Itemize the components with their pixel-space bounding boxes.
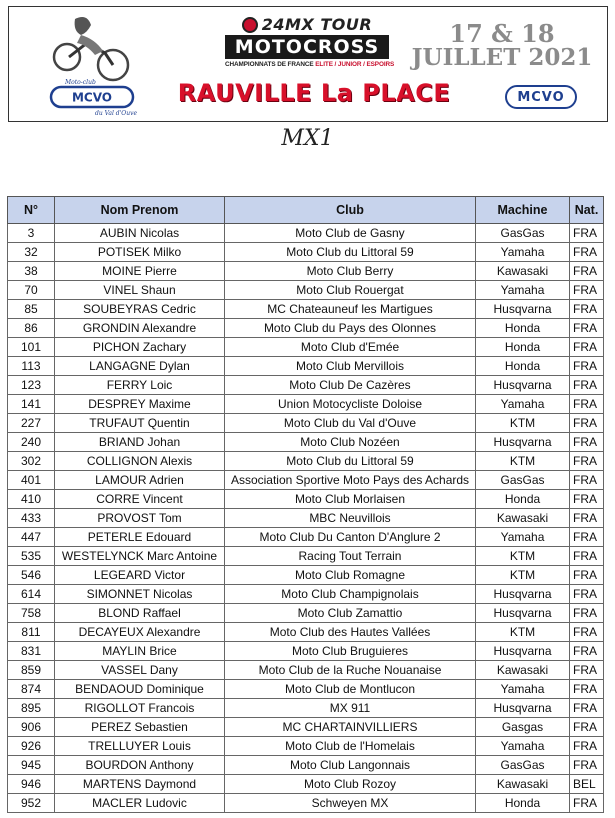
tour-main-text: MOTOCROSS [225,35,389,59]
rider-number: 410 [8,490,55,509]
rider-machine: Husqvarna [476,642,570,661]
rider-name: SOUBEYRAS Cedric [55,300,225,319]
table-row [8,794,604,813]
rider-name: FERRY Loic [55,376,225,395]
rider-nationality: FRA [570,528,604,547]
rider-number: 86 [8,319,55,338]
rider-name: COLLIGNON Alexis [55,452,225,471]
rider-name: LANGAGNE Dylan [55,357,225,376]
table-row [8,509,604,528]
riders-table [7,196,604,813]
rider-machine: Kawasaki [476,661,570,680]
rider-nationality: BEL [570,775,604,794]
rider-nationality: FRA [570,642,604,661]
table-row [8,737,604,756]
tour-logo [225,15,395,68]
rider-number: 831 [8,642,55,661]
event-date-days: 17 & 18 [449,19,555,48]
rider-club: Moto Club De Cazères [225,376,476,395]
rider-club: Moto Club du Littoral 59 [225,452,476,471]
table-row [8,756,604,775]
rider-number: 447 [8,528,55,547]
rider-nationality: FRA [570,756,604,775]
rider-nationality: FRA [570,585,604,604]
rider-machine: Yamaha [476,395,570,414]
rider-number: 946 [8,775,55,794]
rider-name: BRIAND Johan [55,433,225,452]
rider-club: Association Sportive Moto Pays des Achards [225,471,476,490]
rider-club: Moto Club du Littoral 59 [225,243,476,262]
rider-club: Moto Club Mervillois [225,357,476,376]
rider-nationality: FRA [570,281,604,300]
rider-club: MC Chateauneuf les Martigues [225,300,476,319]
rider-club: MBC Neuvillois [225,509,476,528]
rider-number: 758 [8,604,55,623]
rider-number: 240 [8,433,55,452]
rider-club: Moto Club de l'Homelais [225,737,476,756]
rider-name: PETERLE Edouard [55,528,225,547]
rider-machine: Kawasaki [476,775,570,794]
rider-machine: Yamaha [476,680,570,699]
rider-nationality: FRA [570,490,604,509]
rider-machine: Yamaha [476,281,570,300]
rider-club: Moto Club Bruguieres [225,642,476,661]
table-row [8,490,604,509]
moto-club-logo-icon [47,13,137,117]
rider-number: 906 [8,718,55,737]
rider-nationality: FRA [570,680,604,699]
rider-club: Moto Club du Pays des Olonnes [225,319,476,338]
rider-club: Moto Club Rozoy [225,775,476,794]
rider-club: Racing Tout Terrain [225,547,476,566]
rider-name: PROVOST Tom [55,509,225,528]
rider-club: Moto Club d'Emée [225,338,476,357]
rider-club: Moto Club Morlaisen [225,490,476,509]
table-header-row [8,197,604,224]
event-date-month: JUILLET 2021 [411,44,593,72]
rider-number: 535 [8,547,55,566]
table-row [8,414,604,433]
table-row [8,300,604,319]
rider-nationality: FRA [570,718,604,737]
rider-nationality: FRA [570,262,604,281]
rider-name: DECAYEUX Alexandre [55,623,225,642]
event-date [397,21,607,70]
category-title: MX1 [281,126,334,151]
rider-nationality: FRA [570,414,604,433]
rider-club: Union Motocycliste Doloise [225,395,476,414]
rider-nationality: FRA [570,300,604,319]
table-row [8,262,604,281]
rider-machine: Gasgas [476,718,570,737]
event-location: RAUVILLE La PLACE [177,79,451,107]
rider-number: 926 [8,737,55,756]
rider-club: Moto Club Romagne [225,566,476,585]
rider-number: 123 [8,376,55,395]
rider-number: 101 [8,338,55,357]
rider-club: Moto Club Champignolais [225,585,476,604]
table-row [8,585,604,604]
rider-name: WESTELYNCK Marc Antoine [55,547,225,566]
rider-name: DESPREY Maxime [55,395,225,414]
rider-name: SIMONNET Nicolas [55,585,225,604]
header-name: Nom Prenom [55,197,225,224]
rider-name: MACLER Ludovic [55,794,225,813]
rider-club: Moto Club du Val d'Ouve [225,414,476,433]
rider-nationality: FRA [570,509,604,528]
rider-number: 811 [8,623,55,642]
rider-name: TRUFAUT Quentin [55,414,225,433]
rider-nationality: FRA [570,224,604,243]
rider-nationality: FRA [570,243,604,262]
rider-name: LAMOUR Adrien [55,471,225,490]
rider-machine: Husqvarna [476,585,570,604]
rider-nationality: FRA [570,433,604,452]
rider-nationality: FRA [570,623,604,642]
rider-name: GRONDIN Alexandre [55,319,225,338]
table-row [8,642,604,661]
rider-machine: Husqvarna [476,604,570,623]
rider-name: PICHON Zachary [55,338,225,357]
rider-machine: Honda [476,357,570,376]
rider-number: 859 [8,661,55,680]
rider-number: 614 [8,585,55,604]
table-row [8,566,604,585]
table-row [8,699,604,718]
rider-name: PEREZ Sebastien [55,718,225,737]
rider-club: Moto Club Rouergat [225,281,476,300]
rider-machine: Yamaha [476,528,570,547]
table-row [8,623,604,642]
rider-name: BLOND Raffael [55,604,225,623]
rider-name: VASSEL Dany [55,661,225,680]
rider-number: 3 [8,224,55,243]
rider-nationality: FRA [570,547,604,566]
club-top-text: Moto-club [65,79,96,86]
rider-machine: Kawasaki [476,262,570,281]
rider-number: 85 [8,300,55,319]
rider-name: MAYLIN Brice [55,642,225,661]
rider-machine: GasGas [476,224,570,243]
tour-sub-prefix: CHAMPIONNATS DE FRANCE [225,61,314,68]
rider-nationality: FRA [570,699,604,718]
header-num: N° [8,197,55,224]
table-row [8,357,604,376]
rider-machine: Honda [476,490,570,509]
rider-name: TRELLUYER Louis [55,737,225,756]
rider-number: 945 [8,756,55,775]
rider-club: Moto Club des Hautes Vallées [225,623,476,642]
header-nat: Nat. [570,197,604,224]
rider-name: BOURDON Anthony [55,756,225,775]
tour-sub-highlight: ELITE / JUNIOR / ESPOIRS [315,61,395,68]
rider-number: 113 [8,357,55,376]
rider-number: 227 [8,414,55,433]
rider-name: VINEL Shaun [55,281,225,300]
rider-nationality: FRA [570,737,604,756]
rider-number: 546 [8,566,55,585]
rider-nationality: FRA [570,452,604,471]
rider-club: Moto Club Nozéen [225,433,476,452]
rider-machine: Honda [476,794,570,813]
rider-name: RIGOLLOT Francois [55,699,225,718]
rider-club: Moto Club de la Ruche Nouanaise [225,661,476,680]
rider-machine: KTM [476,452,570,471]
rider-club: Moto Club Du Canton D'Anglure 2 [225,528,476,547]
rider-club: Moto Club Berry [225,262,476,281]
rider-number: 302 [8,452,55,471]
rider-number: 70 [8,281,55,300]
table-row [8,547,604,566]
mcvo-logo-icon: MCVO [505,85,577,109]
rider-machine: Husqvarna [476,699,570,718]
rider-machine: Husqvarna [476,376,570,395]
rider-machine: Husqvarna [476,300,570,319]
rider-number: 32 [8,243,55,262]
rider-name: MOINE Pierre [55,262,225,281]
rider-nationality: FRA [570,338,604,357]
rider-nationality: FRA [570,357,604,376]
table-row [8,224,604,243]
rider-name: MARTENS Daymond [55,775,225,794]
rider-nationality: FRA [570,604,604,623]
table-row [8,661,604,680]
tour-subtitle [225,61,395,68]
table-row [8,319,604,338]
rider-number: 141 [8,395,55,414]
rider-machine: KTM [476,566,570,585]
table-row [8,281,604,300]
table-row [8,243,604,262]
rider-nationality: FRA [570,794,604,813]
rider-club: Moto Club Langonnais [225,756,476,775]
rider-name: POTISEK Milko [55,243,225,262]
table-row [8,775,604,794]
table-row [8,395,604,414]
table-row [8,338,604,357]
rider-machine: Yamaha [476,243,570,262]
table-row [8,604,604,623]
rider-machine: GasGas [476,471,570,490]
header-machine: Machine [476,197,570,224]
event-banner [8,6,608,122]
rider-number: 433 [8,509,55,528]
header-club: Club [225,197,476,224]
rider-machine: KTM [476,547,570,566]
rider-name: LEGEARD Victor [55,566,225,585]
rider-club: Moto Club de Montlucon [225,680,476,699]
table-row [8,718,604,737]
rider-nationality: FRA [570,471,604,490]
rider-club: Moto Club Zamattio [225,604,476,623]
rider-club: MX 911 [225,699,476,718]
rider-nationality: FRA [570,395,604,414]
table-row [8,433,604,452]
rider-machine: Honda [476,338,570,357]
club-badge-text: MCVO [71,90,113,105]
rider-number: 38 [8,262,55,281]
table-row [8,452,604,471]
table-row [8,680,604,699]
table-row [8,528,604,547]
rider-nationality: FRA [570,376,604,395]
rider-number: 952 [8,794,55,813]
rider-machine: Kawasaki [476,509,570,528]
rider-machine: Honda [476,319,570,338]
rider-machine: KTM [476,414,570,433]
rider-name: CORRE Vincent [55,490,225,509]
rider-nationality: FRA [570,566,604,585]
rider-name: AUBIN Nicolas [55,224,225,243]
rider-machine: GasGas [476,756,570,775]
table-row [8,376,604,395]
rider-nationality: FRA [570,661,604,680]
rider-name: BENDAOUD Dominique [55,680,225,699]
rider-club: MC CHARTAINVILLIERS [225,718,476,737]
rider-nationality: FRA [570,319,604,338]
rider-number: 401 [8,471,55,490]
club-bottom-text: du Val d'Ouve [95,110,137,117]
rider-number: 874 [8,680,55,699]
rider-machine: KTM [476,623,570,642]
tour-ring-icon [242,17,258,33]
tour-top-text: 24MX TOUR [261,15,373,34]
rider-number: 895 [8,699,55,718]
rider-club: Moto Club de Gasny [225,224,476,243]
table-row [8,471,604,490]
rider-machine: Yamaha [476,737,570,756]
rider-club: Schweyen MX [225,794,476,813]
rider-machine: Husqvarna [476,433,570,452]
